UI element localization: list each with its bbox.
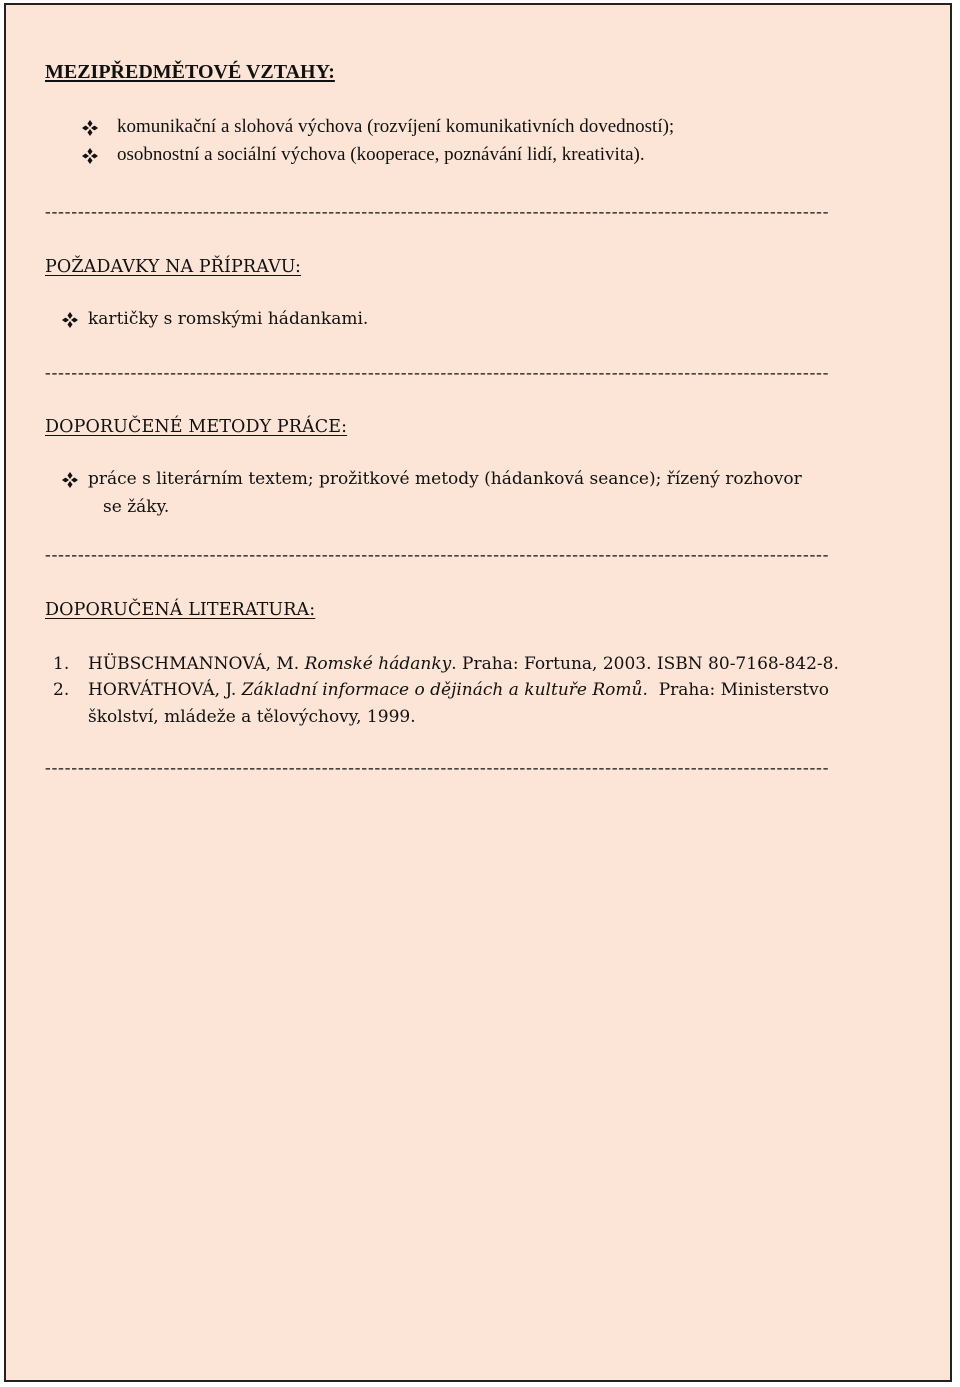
preparation-heading: POŽADAVKY NA PŘÍPRAVU: [45,257,302,277]
separator-line: ----------------------------------------------------------------------------------------------------------------------- [45,202,830,221]
methods-item-line-1: práce s literárním textem; prožitkové metody (hádanková seance); řízený rozhovor [88,469,802,489]
separator-line: ----------------------------------------------------------------------------------------------------------------------- [45,363,830,382]
reference-item [88,680,829,700]
document-page [4,3,952,1382]
methods-heading: DOPORUČENÉ METODY PRÁCE: [45,417,348,437]
diamond-bullet-icon [61,311,79,329]
reference-publisher: . Praha: Ministerstvo [642,680,829,700]
literature-heading: DOPORUČENÁ LITERATURA: [45,600,316,620]
reference-publisher: . Praha: Fortuna, 2003. ISBN 80-7168-842-8. [451,654,839,674]
reference-item [88,654,839,674]
separator-line: ----------------------------------------------------------------------------------------------------------------------- [45,758,830,777]
list-item: komunikační a slohová výchova (rozvíjení komunikativních dovedností); [117,116,675,137]
diamond-bullet-icon [61,471,79,489]
interdisciplinary-heading: MEZIPŘEDMĚTOVÉ VZTAHY: [45,61,335,83]
reference-number: 1. [53,654,70,674]
reference-author: HORVÁTHOVÁ, J. [88,680,237,700]
list-item: osobnostní a sociální výchova (kooperace, poznávání lidí, kreativita). [117,144,645,165]
reference-title: Základní informace o dějinách a kultuře Romů [241,680,643,700]
diamond-bullet-icon [81,119,99,137]
separator-line: ----------------------------------------------------------------------------------------------------------------------- [45,545,830,564]
reference-author: HÜBSCHMANNOVÁ, M. [88,654,300,674]
diamond-bullet-icon [81,147,99,165]
list-item: kartičky s romskými hádankami. [88,309,369,329]
reference-title: Romské hádanky [304,654,452,674]
methods-item-line-2: se žáky. [103,497,170,517]
reference-number: 2. [53,680,70,700]
reference-continuation: školství, mládeže a tělovýchovy, 1999. [88,707,416,727]
